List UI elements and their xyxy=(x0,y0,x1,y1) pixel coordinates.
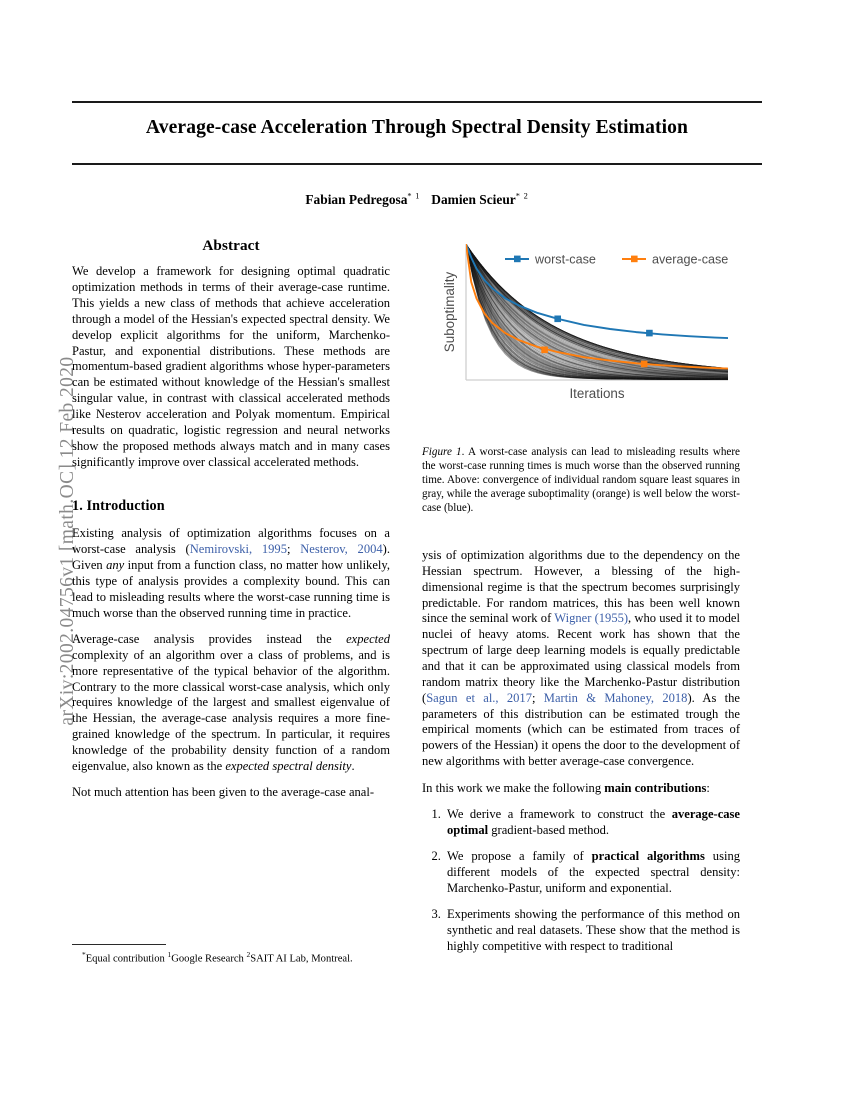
right-p2-part-a: In this work we make the following xyxy=(422,780,605,795)
intro-paragraph-3: Not much attention has been given to the average-case anal- xyxy=(72,785,375,800)
intro-p2-emphasis-2: expected spectral density xyxy=(225,758,352,773)
citation-nesterov[interactable]: Nesterov, 2004 xyxy=(300,542,383,557)
legend-label-average-case: average-case xyxy=(652,252,729,267)
introduction-heading: 1. Introduction xyxy=(72,498,165,515)
arxiv-stamp: arXiv:2002.04756v1 [math.OC] 12 Feb 2020 xyxy=(57,356,78,726)
contribution-2-bold: practical algorithms xyxy=(591,849,705,864)
plot-legend xyxy=(505,252,728,266)
footnote-mark-1: 1 xyxy=(167,950,172,959)
footnote-part-b: Google Research xyxy=(171,953,247,965)
figure-caption-label: Figure 1 xyxy=(422,446,462,458)
figure-1-plot xyxy=(422,240,740,435)
intro-p1-part-d: input from a function class, no matter how unlikely, this type of analysis provides a complexity bound. This can lead to misleading results where the worst-case running time is much worse than the observed running time in practice. xyxy=(72,558,390,620)
author-2 xyxy=(431,192,528,207)
footnote-part-a: Equal contribution xyxy=(85,953,168,965)
abstract-heading: Abstract xyxy=(202,237,260,254)
citation-sagun[interactable]: Sagun et al., 2017 xyxy=(426,690,532,705)
right-paragraph-1 xyxy=(422,548,740,770)
right-p1-sep: ; xyxy=(531,690,544,705)
contribution-2-text-a: We propose a family of xyxy=(447,849,592,864)
intro-p1-sep: ; xyxy=(286,542,301,557)
intro-p2-part-c: . xyxy=(351,758,355,773)
contribution-1-text-a: We derive a framework to construct the xyxy=(447,806,672,821)
right-p1-part-d: ). As the parameters of this distribution can be estimated trough the empirical moments (which can be estimated from traces of powers of the Hessian) it opens the door to the development of new algorithms with better average-case convergence. xyxy=(422,690,740,769)
intro-p2-part-b: complexity of an algorithm over a class of problems, and is more representative of the typical behavior of the algorithm. Contrary to the more classical worst-case analysis, which only requires knowledge of the largest and smallest eigenvalue of the Hessian, the average-case analysis requires a more fine-grained knowledge of the spectrum. In particular, it requires knowledge of the probability density function of a random eigenvalue, also known as the xyxy=(72,647,390,773)
figure-caption-text: . A worst-case analysis can lead to misleading results where the worst-case running times is much worse than the observed running time. Above: convergence of individual random square least squares in gray, while the average suboptimality (orange) is well below the worst-case (blue). xyxy=(422,446,740,515)
intro-paragraph-1 xyxy=(72,526,390,621)
author-1-marks: * 1 xyxy=(407,192,421,201)
footnote-block xyxy=(72,944,390,966)
left-column xyxy=(72,236,390,801)
author-1 xyxy=(305,192,420,207)
citation-wigner[interactable]: Wigner (1955) xyxy=(554,611,629,626)
contribution-1-text-b: gradient-based method. xyxy=(488,822,610,837)
contribution-3-text-a: Experiments showing the performance of this method on synthetic and real datasets. These show that the method is highly competitive with respect to traditional xyxy=(447,907,740,953)
footnote-mark-2: 2 xyxy=(246,950,251,959)
intro-paragraph-2 xyxy=(72,632,390,775)
author-1-name: Fabian Pedregosa xyxy=(305,192,408,208)
intro-p1-part-a: Existing analysis of optimization algorithms focuses on a worst-case analysis ( xyxy=(72,526,390,557)
list-item xyxy=(444,907,740,955)
list-item xyxy=(444,849,740,897)
main-contributions-label: main contributions xyxy=(604,780,707,795)
right-p1-part-b: , who used it to model nuclei of heavy atoms. Recent work has shown that the spectrum of large deep learning models is equally predictable and that it can be approximated using classical models from random matrix theory like the Marchenko-Pastur distribution ( xyxy=(422,611,740,705)
legend-label-worst-case: worst-case xyxy=(535,252,596,267)
right-column xyxy=(422,548,740,965)
right-p2-part-b: : xyxy=(706,780,710,795)
footnote-divider xyxy=(72,944,166,945)
footnote-star-mark: * xyxy=(82,950,86,959)
right-p1-part-a: ysis of optimization algorithms due to the dependency on the Hessian spectrum. However, a blessing of the high-dimensional regime is that the spectrum becomes surprisingly predictable. For random matrices, this has been well known since the seminal work of xyxy=(422,548,740,626)
citation-martin-mahoney[interactable]: Martin & Mahoney, 2018 xyxy=(543,690,688,705)
author-2-marks: * 2 xyxy=(515,192,529,201)
paper-page xyxy=(72,0,762,1100)
intro-p2-emphasis-1: expected xyxy=(346,632,390,646)
abstract-body: We develop a framework for designing optimal quadratic optimization methods in terms of their average-case runtime. This yields a new class of methods that achieve acceleration through a model of the Hessian's expected spectral density. We develop explicit algorithms for the uniform, Marchenko-Pastur, and exponential distributions. These methods are momentum-based gradient algorithms whose hyper-parameters can be estimated without knowledge of the Hessian's smallest singular value, in contrast with classical accelerated methods like Nesterov acceleration and Polyak momentum. Empirical results on quadratic, logistic regression and neural networks show the proposed methods always match and in many cases significantly improve over classical accelerated methods. xyxy=(72,264,390,469)
intro-p1-emphasis: any xyxy=(106,558,125,573)
y-axis-label: Suboptimality xyxy=(442,271,457,353)
contributions-list xyxy=(422,807,740,955)
title-rule-bottom xyxy=(72,163,762,165)
footnote-part-c: SAIT AI Lab, Montreal. xyxy=(250,953,353,965)
page-title: Average-case Acceleration Through Spectral Density Estimation xyxy=(145,117,689,138)
list-item xyxy=(444,807,740,839)
author-2-name: Damien Scieur xyxy=(431,192,516,208)
right-paragraph-2 xyxy=(422,781,740,797)
citation-nemirovski[interactable]: Nemirovski, 1995 xyxy=(189,542,287,557)
title-rule-top xyxy=(72,101,762,103)
footnote-text xyxy=(72,950,390,966)
x-axis-label: Iterations xyxy=(569,386,625,401)
contribution-1-bold: average-case optimal xyxy=(447,806,740,837)
intro-p1-part-c: ). Given xyxy=(72,542,390,573)
figure-1-caption xyxy=(422,445,740,515)
author-list xyxy=(72,192,762,208)
contribution-2-text-b: using different models of the expected spectral density: Marchenko-Pastur, uniform and exponential. xyxy=(447,849,740,895)
intro-p2-part-a: Average-case analysis provides instead the xyxy=(72,632,347,646)
figure-1 xyxy=(422,240,740,515)
